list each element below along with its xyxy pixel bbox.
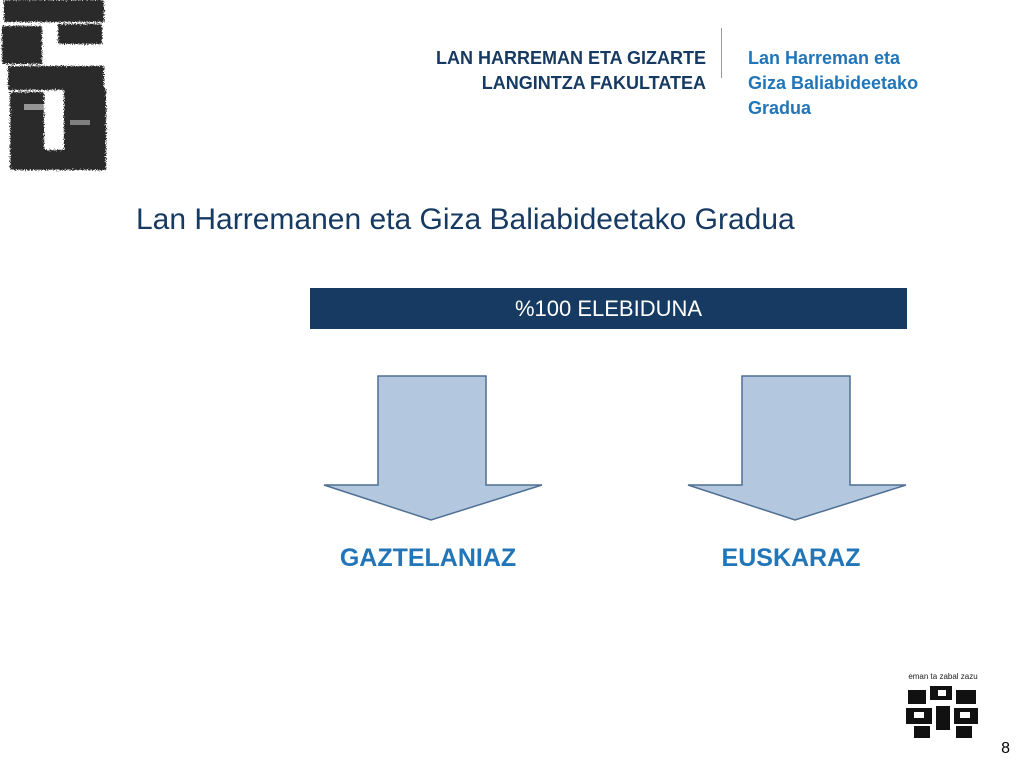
faculty-name-line-2: LANGINTZA FAKULTATEA bbox=[481, 73, 706, 93]
faculty-name bbox=[330, 46, 706, 96]
bilingual-banner bbox=[310, 288, 907, 329]
slide-title: Lan Harremanen eta Giza Baliabideetako Gradua bbox=[136, 203, 795, 236]
degree-name-line-2: Giza Baliabideetako bbox=[748, 73, 919, 93]
header-divider bbox=[721, 28, 722, 78]
language-basque-label: EUSKARAZ bbox=[721, 544, 861, 572]
faculty-name-line-1: LAN HARREMAN ETA GIZARTE bbox=[436, 48, 706, 68]
degree-name-line-3: Gradua bbox=[748, 98, 812, 118]
number-five-brush-icon bbox=[0, 0, 110, 180]
arrow-down-right bbox=[684, 372, 910, 524]
ehu-logo-icon bbox=[906, 684, 980, 740]
degree-name bbox=[748, 46, 998, 121]
bilingual-banner-label: %100 ELEBIDUNA bbox=[514, 295, 703, 321]
language-spanish-label: GAZTELANIAZ bbox=[339, 544, 517, 572]
page-number: 8 bbox=[1001, 740, 1010, 757]
ehu-logo bbox=[900, 672, 986, 742]
arrow-down-left bbox=[320, 372, 546, 524]
ehu-motto: eman ta zabal zazu bbox=[908, 672, 978, 681]
degree-name-line-1: Lan Harreman eta bbox=[748, 48, 901, 68]
